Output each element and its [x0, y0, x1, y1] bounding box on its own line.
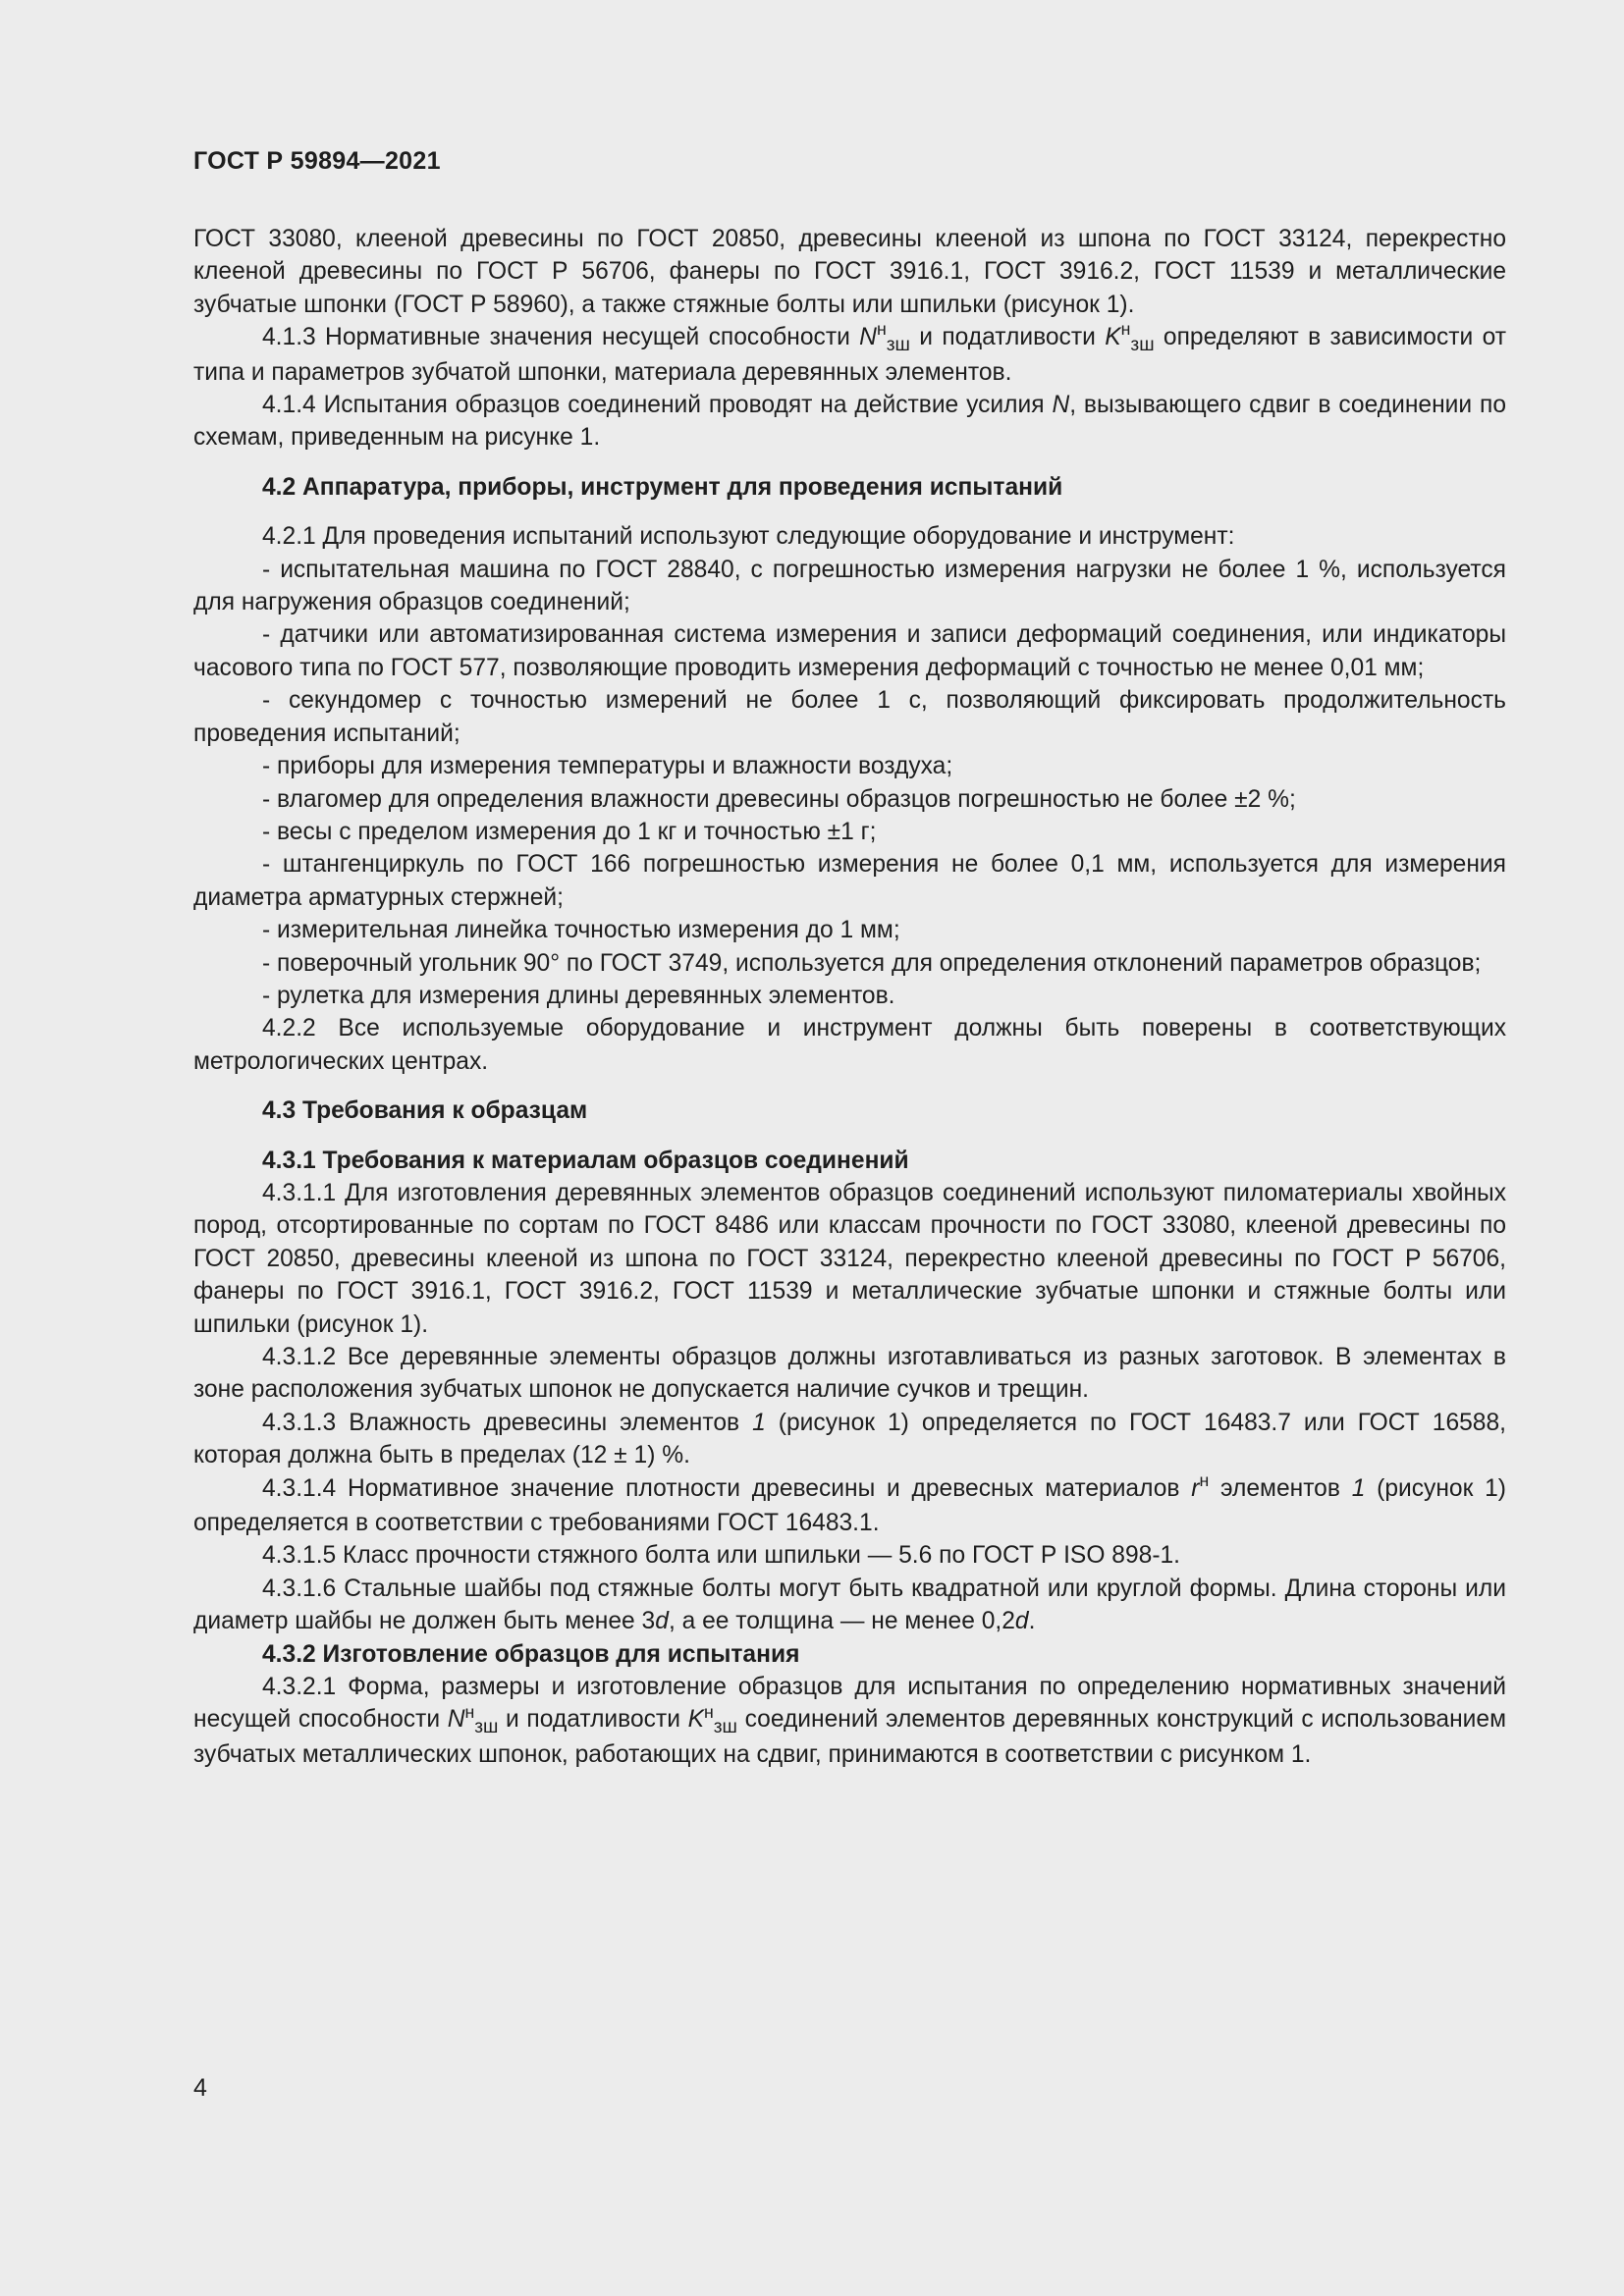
paragraph-gap	[193, 504, 1506, 520]
body-paragraph: - измерительная линейка точностью измерения до 1 мм;	[262, 917, 900, 944]
section-heading: 4.3 Требования к образцам	[262, 1097, 588, 1125]
body-paragraph: - поверочный угольник 90° по ГОСТ 3749, используется для определения отклонений параметров образцов;	[262, 949, 1482, 977]
body-paragraph: 4.1.3 Нормативные значения несущей способности $N^н_{зш}$ и податливости $K^н_{зш}$ определяют в зависимости от типа и параметров зубчатой шпонки, материала деревянных элементов.	[193, 319, 1506, 386]
paragraph-gap	[193, 1078, 1506, 1095]
body-paragraph: - влагомер для определения влажности древесины образцов погрешностью не более ±2 %;	[262, 785, 1296, 813]
body-paragraph: 4.3.1.2 Все деревянные элементы образцов должны изготавливаться из разных заготовок. В элементах в зоне расположения зубчатых шпонок не допускается наличие сучков и трещин.	[193, 1344, 1506, 1404]
body-paragraph: 4.3.1.3 Влажность древесины элементов 1 (рисунок 1) определяется по ГОСТ 16483.7 или ГОСТ 16588, которая должна быть в пределах (12 ± 1) %.	[193, 1409, 1506, 1469]
document-body	[193, 223, 1506, 1771]
body-paragraph: 4.3.1.4 Нормативное значение плотности древесины и древесных материалов $r^н$ элементов 1 (рисунок 1) определяется в соответствии с требованиями ГОСТ 16483.1.	[193, 1469, 1506, 1537]
body-paragraph: 4.1.4 Испытания образцов соединений проводят на действие усилия N, вызывающего сдвиг в соединении по схемам, приведенным на рисунке 1.	[193, 392, 1506, 452]
paragraph-gap	[193, 454, 1506, 471]
body-paragraph: - штангенциркуль по ГОСТ 166 погрешностью измерения не более 0,1 мм, используется для измерения диаметра арматурных стержней;	[193, 851, 1506, 911]
body-paragraph: 4.3.1.5 Класс прочности стяжного болта или шпильки — 5.6 по ГОСТ Р ISO 898-1.	[262, 1542, 1181, 1570]
body-paragraph: - испытательная машина по ГОСТ 28840, с погрешностью измерения нагрузки не более 1 %, используется для нагружения образцов соединений;	[193, 556, 1506, 616]
body-paragraph: 4.2.2 Все используемые оборудование и инструмент должны быть поверены в соответствующих метрологических центрах.	[193, 1015, 1506, 1075]
body-paragraph: - приборы для измерения температуры и влажности воздуха;	[262, 753, 953, 780]
paragraph-gap	[193, 1128, 1506, 1145]
page-number: 4	[193, 2074, 207, 2102]
body-paragraph: 4.3.2.1 Форма, размеры и изготовление образцов для испытания по определению нормативных значений несущей способности $N^н_{зш}$ и податливости $K^н_{зш}$ соединений элементов деревянных конструкций с использованием зубчатых металлических шпонок, работающих на сдвиг, принимаются в соответствии с рисунком 1.	[193, 1674, 1506, 1768]
body-paragraph: - весы с пределом измерения до 1 кг и точностью ±1 г;	[262, 818, 877, 845]
body-paragraph: 4.3.1.1 Для изготовления деревянных элементов образцов соединений используют пиломатериалы хвойных пород, отсортированные по сортам по ГОСТ 8486 или классам прочности по ГОСТ 33080, клееной древесины по ГОСТ 20850, древесины клееной из шпона по ГОСТ 33124, перекрестно клееной древесины по ГОСТ Р 56706, фанеры по ГОСТ 3916.1, ГОСТ 3916.2, ГОСТ 11539 и металлические зубчатые шпонки и стяжные болты или шпильки (рисунок 1).	[193, 1179, 1506, 1338]
body-paragraph: 4.2.1 Для проведения испытаний используют следующие оборудование и инструмент:	[262, 523, 1235, 551]
section-heading: 4.3.2 Изготовление образцов для испытания	[262, 1640, 800, 1668]
body-paragraph: - секундомер с точностью измерений не более 1 с, позволяющий фиксировать продолжительность проведения испытаний;	[193, 687, 1506, 747]
section-heading: 4.2 Аппаратура, приборы, инструмент для проведения испытаний	[262, 473, 1063, 501]
body-paragraph: ГОСТ 33080, клееной древесины по ГОСТ 20850, древесины клееной из шпона по ГОСТ 33124, перекрестно клееной древесины по ГОСТ Р 56706, фанеры по ГОСТ 3916.1, ГОСТ 3916.2, ГОСТ 11539 и металлические зубчатые шпонки (ГОСТ Р 58960), а также стяжные болты или шпильки (рисунок 1).	[193, 226, 1506, 318]
body-paragraph: - рулетка для измерения длины деревянных элементов.	[262, 982, 895, 1009]
body-paragraph: 4.3.1.6 Стальные шайбы под стяжные болты могут быть квадратной или круглой формы. Длина стороны или диаметр шайбы не должен быть менее 3d, а ее толщина — не менее 0,2d.	[193, 1575, 1506, 1635]
section-heading: 4.3.1 Требования к материалам образцов соединений	[262, 1147, 909, 1174]
body-paragraph: - датчики или автоматизированная система измерения и записи деформаций соединения, или индикаторы часового типа по ГОСТ 577, позволяющие проводить измерения деформаций с точностью не менее 0,01 мм;	[193, 621, 1506, 681]
document-header: ГОСТ Р 59894—2021	[193, 147, 441, 175]
